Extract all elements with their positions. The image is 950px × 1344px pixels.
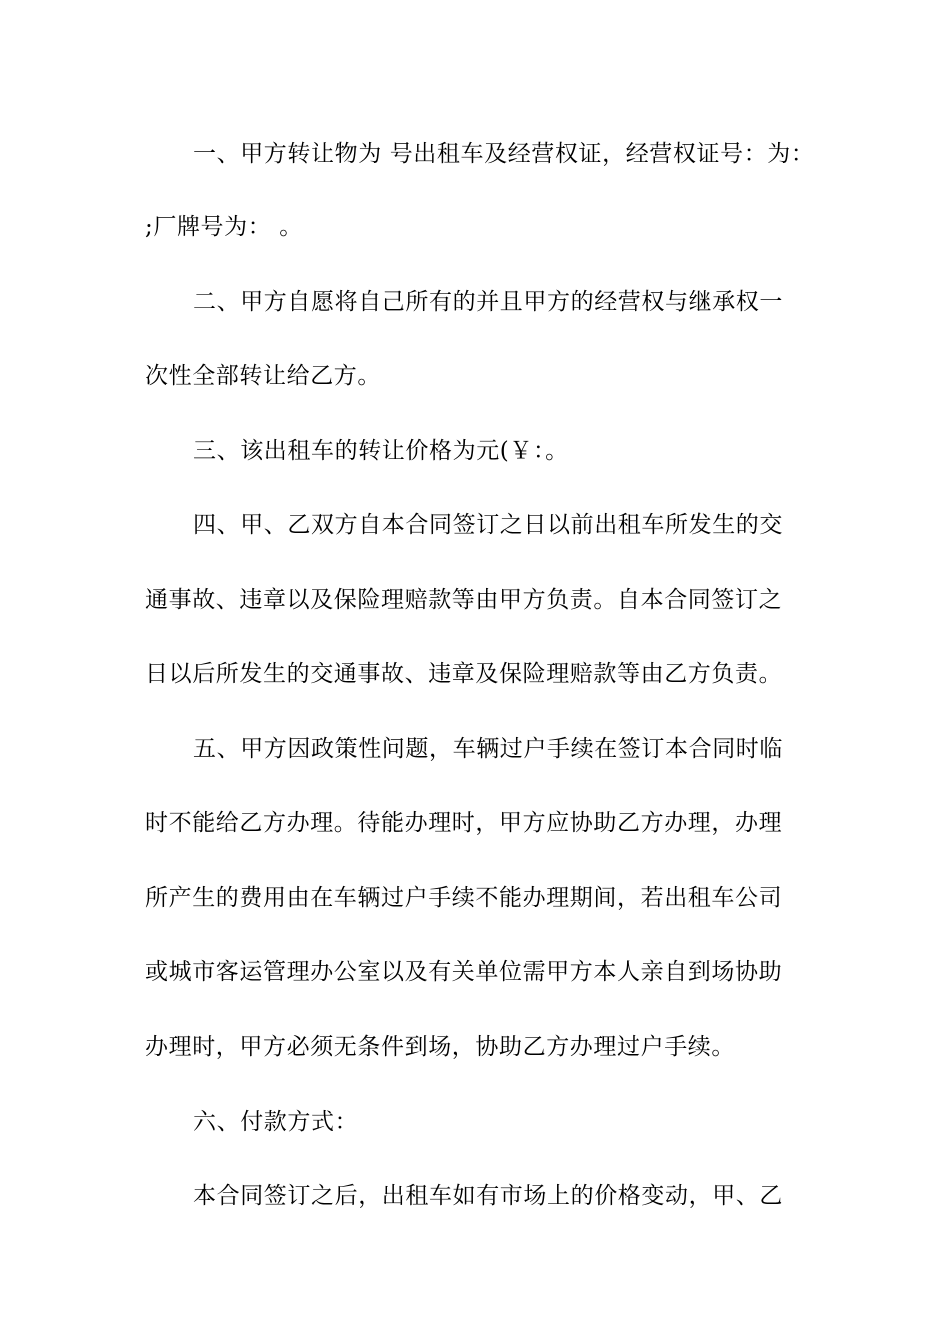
clause-2-line-1: 二、甲方自愿将自己所有的并且甲方的经营权与继承权一 [193,289,783,315]
clause-5-line-5: 办理时，甲方必须无条件到场，协助乙方办理过户手续。 [145,1034,735,1060]
clause-6-line-1: 本合同签订之后，出租车如有市场上的价格变动，甲、乙 [193,1183,783,1209]
clause-4-line-3: 日以后所发生的交通事故、违章及保险理赔款等由乙方负责。 [145,661,783,687]
clause-4-line-1: 四、甲、乙双方自本合同签订之日以前出租车所发生的交 [193,512,783,538]
clause-5-line-1: 五、甲方因政策性问题，车辆过户手续在签订本合同时临 [193,736,783,762]
clause-5-line-2: 时不能给乙方办理。待能办理时，甲方应协助乙方办理，办理 [145,810,783,836]
clause-5-line-4: 或城市客运管理办公室以及有关单位需甲方本人亲自到场协助 [145,959,783,985]
clause-1-line-1: 一、甲方转让物为 号出租车及经营权证，经营权证号：为： [193,141,815,167]
clause-5-line-3: 所产生的费用由在车辆过户手续不能办理期间，若出租车公司 [145,885,783,911]
clause-2-line-2: 次性全部转让给乙方。 [145,363,381,389]
clause-4-line-2: 通事故、违章以及保险理赔款等由甲方负责。自本合同签订之 [145,587,783,613]
clause-3-line-1: 三、该出租车的转让价格为元(￥：。 [193,438,569,464]
clause-6-heading: 六、付款方式： [193,1109,359,1135]
clause-1-line-2: ;厂牌号为： 。 [145,214,303,240]
